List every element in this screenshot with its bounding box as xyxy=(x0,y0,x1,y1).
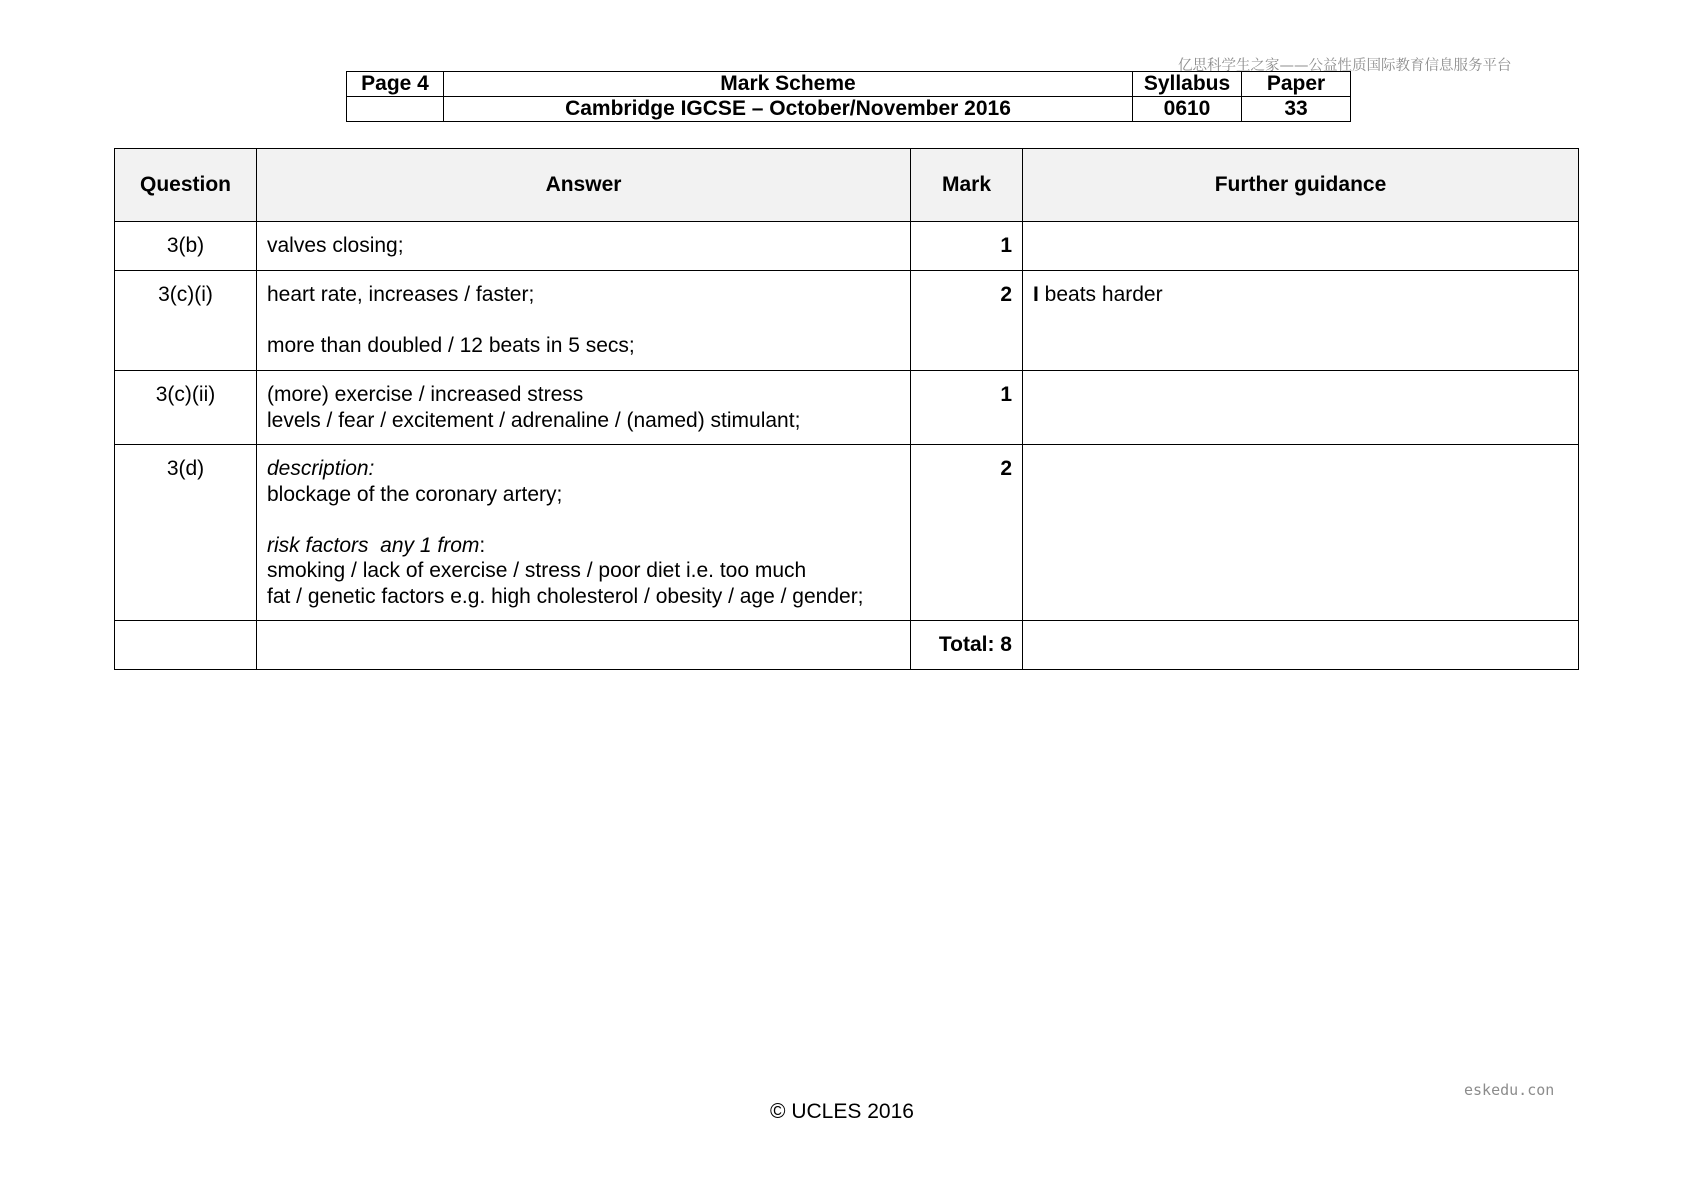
answer-line: blockage of the coronary artery; xyxy=(267,482,563,506)
document-title: Mark Scheme xyxy=(444,72,1133,97)
syllabus-label: Syllabus xyxy=(1133,72,1242,97)
syllabus-code: 0610 xyxy=(1133,97,1242,122)
mark-value: 2 xyxy=(911,445,1023,621)
answer-cell xyxy=(257,445,911,621)
guidance-cell xyxy=(1023,445,1579,621)
label-colon: : xyxy=(479,533,486,557)
column-header-mark: Mark xyxy=(911,149,1023,222)
answer-line: smoking / lack of exercise / stress / poor diet i.e. too much xyxy=(267,559,807,582)
page-number: Page 4 xyxy=(347,72,444,97)
answer-line: (more) exercise / increased stress xyxy=(267,383,584,406)
ignore-marker: I xyxy=(1033,283,1039,306)
column-header-question: Question xyxy=(115,149,257,222)
answer-cell xyxy=(257,271,911,371)
answer-cell xyxy=(257,371,911,445)
question-number: 3(b) xyxy=(115,222,257,271)
watermark-top: 亿思科学生之家——公益性质国际教育信息服务平台 xyxy=(1178,58,1512,74)
answer-line: levels / fear / excitement / adrenaline / (named) stimulant; xyxy=(267,408,801,432)
question-number: 3(c)(i) xyxy=(115,271,257,371)
answer-label-description: description: xyxy=(267,457,375,480)
table-header-row xyxy=(115,149,1579,222)
answer-label-risk-factors: risk factors any 1 from xyxy=(267,533,480,557)
guidance-cell xyxy=(1023,371,1579,445)
empty-cell xyxy=(257,621,911,670)
column-header-answer: Answer xyxy=(257,149,911,222)
empty-cell xyxy=(347,97,444,122)
mark-scheme-table xyxy=(114,148,1579,670)
answer-line: fat / genetic factors e.g. high cholesterol / obesity / age / gender; xyxy=(267,584,864,608)
column-header-guidance: Further guidance xyxy=(1023,149,1579,222)
mark-value: 1 xyxy=(911,371,1023,445)
mark-value: 2 xyxy=(911,271,1023,371)
answer-cell xyxy=(257,222,911,271)
table-row xyxy=(115,222,1579,271)
copyright-footer: © UCLES 2016 xyxy=(770,1100,914,1123)
question-number: 3(d) xyxy=(115,445,257,621)
question-number: 3(c)(ii) xyxy=(115,371,257,445)
empty-cell xyxy=(115,621,257,670)
table-row xyxy=(115,271,1579,371)
total-marks: Total: 8 xyxy=(911,621,1023,670)
answer-line: heart rate, increases / faster; xyxy=(267,283,535,306)
empty-cell xyxy=(1023,621,1579,670)
document-subtitle: Cambridge IGCSE – October/November 2016 xyxy=(444,97,1133,122)
table-row xyxy=(115,371,1579,445)
paper-number: 33 xyxy=(1242,97,1351,122)
exam-header-table xyxy=(346,71,1351,122)
paper-label: Paper xyxy=(1242,72,1351,97)
guidance-cell xyxy=(1023,222,1579,271)
answer-line: more than doubled / 12 beats in 5 secs; xyxy=(267,334,635,357)
table-row xyxy=(115,445,1579,621)
watermark-bottom: eskedu.con xyxy=(1464,1081,1555,1099)
total-row xyxy=(115,621,1579,670)
guidance-text: beats harder xyxy=(1038,283,1163,306)
mark-value: 1 xyxy=(911,222,1023,271)
answer-line: valves closing; xyxy=(267,234,404,257)
guidance-cell xyxy=(1023,271,1579,371)
